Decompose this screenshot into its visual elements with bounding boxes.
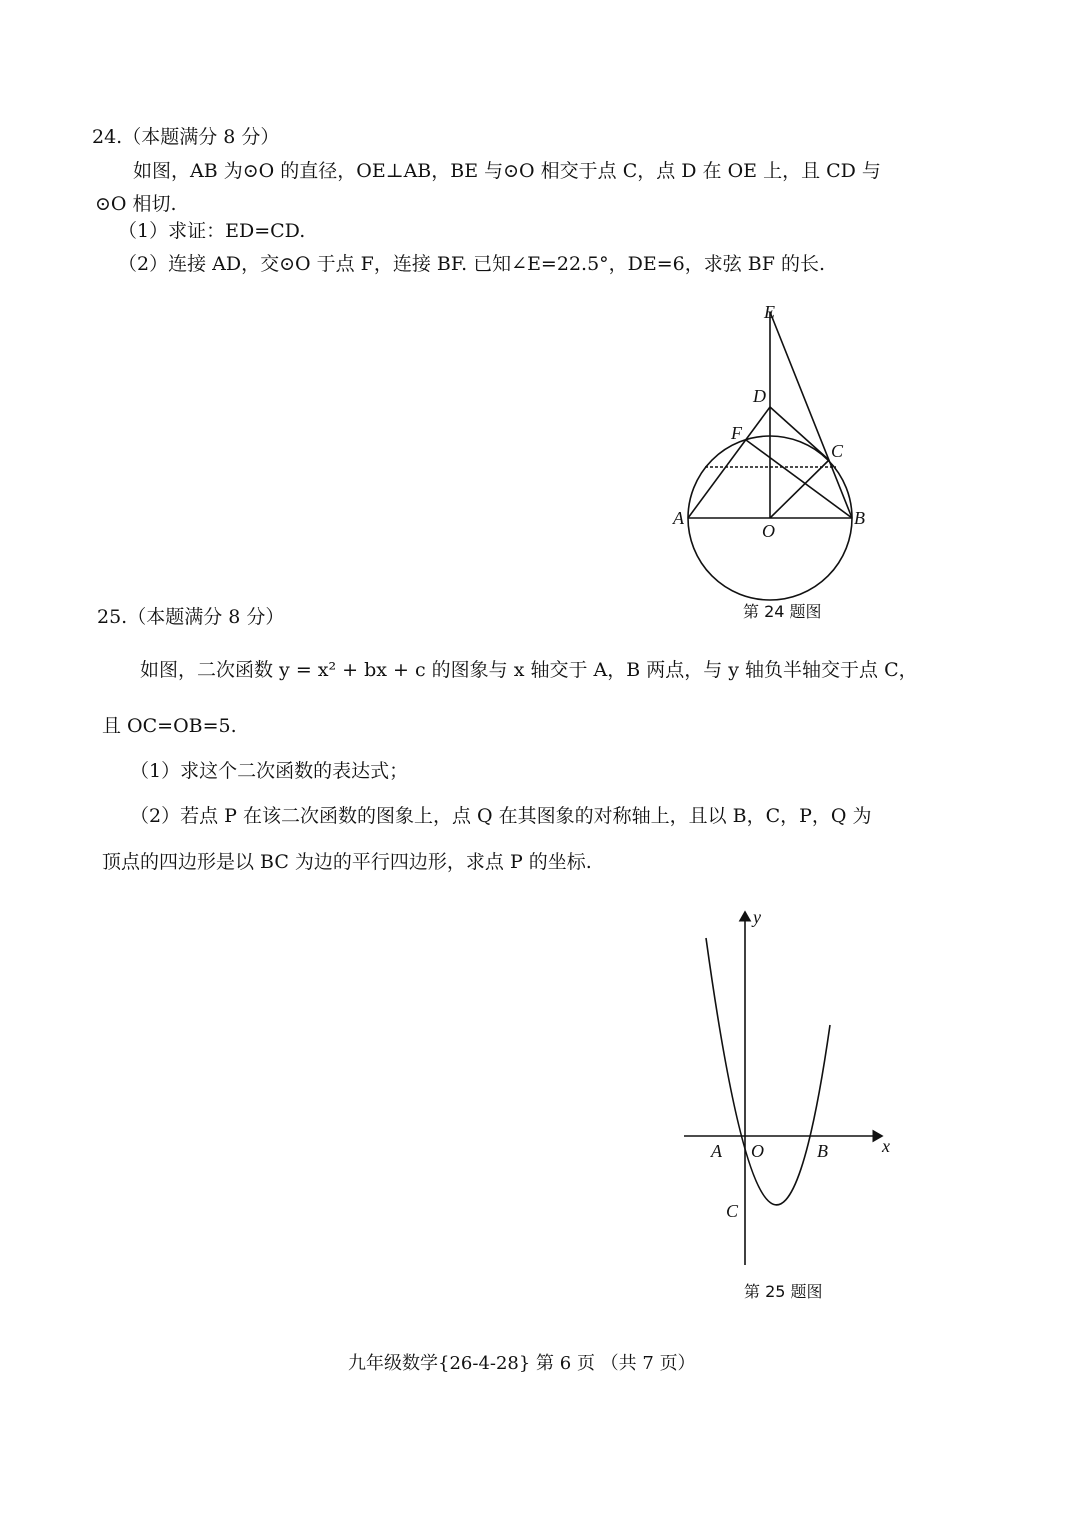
q25-part2-line1: （2）若点 P 在该二次函数的图象上，点 Q 在其图象的对称轴上，且以 B，C，P，Q 为: [130, 805, 872, 827]
q24-part2: （2）连接 AD，交⊙O 于点 F，连接 BF. 已知∠E=22.5°，DE=6，求弦 BF 的长.: [118, 253, 826, 275]
q25-header: 25.（本题满分 8 分）: [97, 606, 285, 628]
q24-header: 24.（本题满分 8 分）: [92, 126, 280, 148]
q24-segment-ad: [688, 407, 770, 518]
q24-label-a: A: [673, 508, 684, 528]
q24-figure: [660, 298, 920, 628]
q24-label-f: F: [731, 423, 742, 443]
q24-label-b: B: [854, 508, 865, 528]
page-footer: 九年级数学{26-4-28} 第 6 页 （共 7 页）: [348, 1353, 696, 1374]
q25-axis-x-label: x: [882, 1136, 890, 1156]
q25-caption: 第 25 题图: [744, 1282, 823, 1301]
q24-label-o: O: [762, 521, 775, 541]
q25-part1: （1）求这个二次函数的表达式；: [130, 760, 409, 782]
q25-parabola: [706, 938, 830, 1205]
q25-stem-line1: 如图，二次函数 y = x² + bx + c 的图象与 x 轴交于 A，B 两点，与 y 轴负半轴交于点 C，: [140, 659, 918, 681]
q25-stem-line2: 且 OC=OB=5.: [102, 715, 237, 737]
q24-label-c: C: [831, 441, 844, 461]
q24-segment-oc: [770, 460, 829, 518]
q24-tangent-dc: [770, 407, 829, 460]
q25-label-b: B: [817, 1141, 828, 1161]
q24-part1: （1）求证：ED=CD.: [118, 220, 306, 242]
q24-caption: 第 24 题图: [743, 602, 822, 621]
q24-label-d: D: [753, 386, 766, 406]
q25-figure: [670, 905, 910, 1305]
q24-stem-line2: ⊙O 相切.: [95, 193, 177, 215]
q25-axis-y-label: y: [753, 907, 761, 927]
q24-stem-line1: 如图，AB 为⊙O 的直径，OE⊥AB，BE 与⊙O 相交于点 C，点 D 在 OE 上，且 CD 与: [133, 160, 881, 182]
q25-label-a: A: [711, 1141, 722, 1161]
q25-part2-line2: 顶点的四边形是以 BC 为边的平行四边形，求点 P 的坐标.: [102, 851, 592, 873]
q24-label-e: E: [764, 302, 775, 322]
q25-label-o: O: [751, 1141, 764, 1161]
q25-label-c: C: [726, 1201, 739, 1221]
